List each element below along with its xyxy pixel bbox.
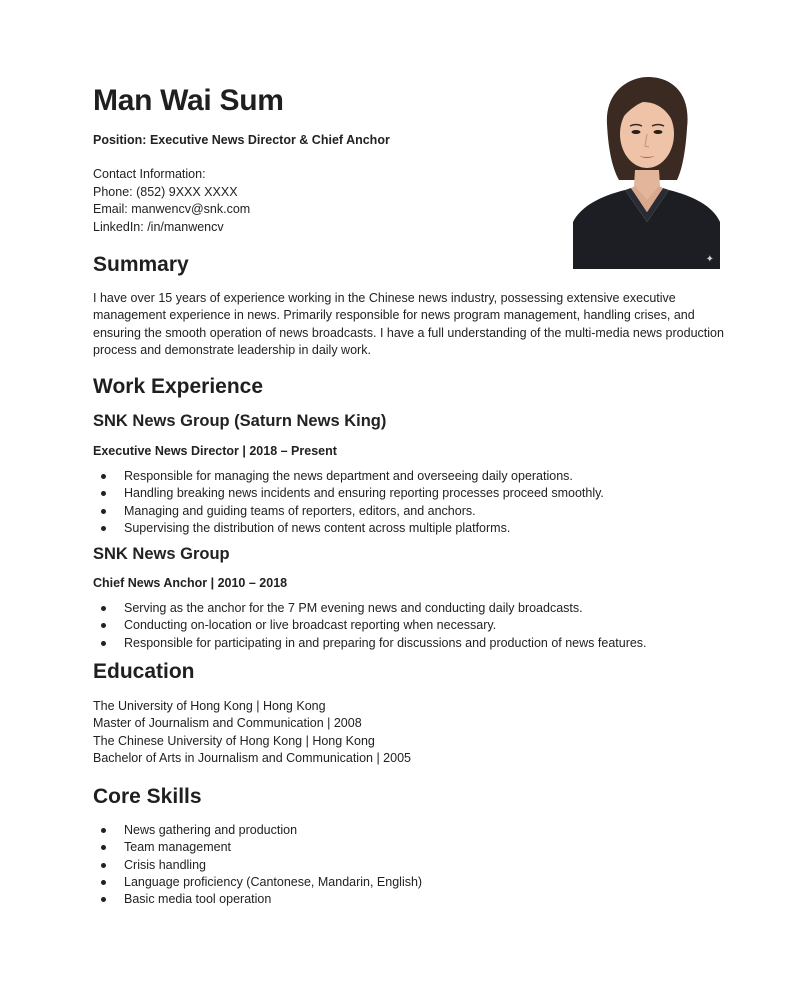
education-line: The Chinese University of Hong Kong | Hong Kong xyxy=(93,733,375,748)
job-duties-list xyxy=(93,600,647,652)
list-item: Managing and guiding teams of reporters, editors, and anchors. xyxy=(93,503,604,520)
profile-photo xyxy=(573,72,720,269)
list-item: Handling breaking news incidents and ensuring reporting processes proceed smoothly. xyxy=(93,485,604,502)
list-item: News gathering and production xyxy=(93,822,422,839)
list-item: Team management xyxy=(93,839,422,856)
list-item: Crisis handling xyxy=(93,857,422,874)
education-line: Bachelor of Arts in Journalism and Communication | 2005 xyxy=(93,750,411,765)
work-experience-heading: Work Experience xyxy=(93,375,264,398)
education-heading: Education xyxy=(93,660,195,683)
job-company: SNK News Group (Saturn News King) xyxy=(93,412,387,430)
education-block xyxy=(93,698,411,767)
job-company: SNK News Group xyxy=(93,545,230,563)
job-role: Chief News Anchor | 2010 – 2018 xyxy=(93,576,288,590)
list-item: Conducting on-location or live broadcast reporting when necessary. xyxy=(93,617,647,634)
contact-block xyxy=(93,166,250,236)
summary-heading: Summary xyxy=(93,253,189,276)
skills-list xyxy=(93,822,422,908)
core-skills-heading: Core Skills xyxy=(93,785,202,808)
contact-heading: Contact Information: xyxy=(93,167,206,181)
contact-phone: Phone: (852) 9XXX XXXX xyxy=(93,184,238,199)
list-item: Basic media tool operation xyxy=(93,891,422,908)
summary-text: I have over 15 years of experience working in the Chinese news industry, possessing extensive executive management experience in news. Primarily responsible for news program management, handling crises, and ensuring the smooth operation of news broadcasts. I have a full understanding of the multi-media news production process and demonstrate leadership in daily work. xyxy=(93,291,724,357)
education-line: The University of Hong Kong | Hong Kong xyxy=(93,699,326,713)
education-line: Master of Journalism and Communication | 2008 xyxy=(93,716,362,731)
list-item: Supervising the distribution of news content across multiple platforms. xyxy=(93,520,604,537)
contact-email: Email: manwencv@snk.com xyxy=(93,202,251,216)
profile-photo-illustration xyxy=(573,72,720,269)
list-item: Responsible for participating in and preparing for discussions and production of news features. xyxy=(93,635,647,652)
list-item: Language proficiency (Cantonese, Mandarin, English) xyxy=(93,874,422,891)
sparkle-icon: ✦ xyxy=(705,254,714,265)
list-item: Serving as the anchor for the 7 PM evening news and conducting daily broadcasts. xyxy=(93,600,647,617)
job-duties-list xyxy=(93,468,604,537)
contact-linkedin: LinkedIn: /in/manwencv xyxy=(93,219,224,234)
job-role: Executive News Director | 2018 – Present xyxy=(93,444,337,458)
list-item: Responsible for managing the news department and overseeing daily operations. xyxy=(93,468,604,485)
position-line: Position: Executive News Director & Chief Anchor xyxy=(93,133,390,147)
resume-name: Man Wai Sum xyxy=(93,84,284,117)
